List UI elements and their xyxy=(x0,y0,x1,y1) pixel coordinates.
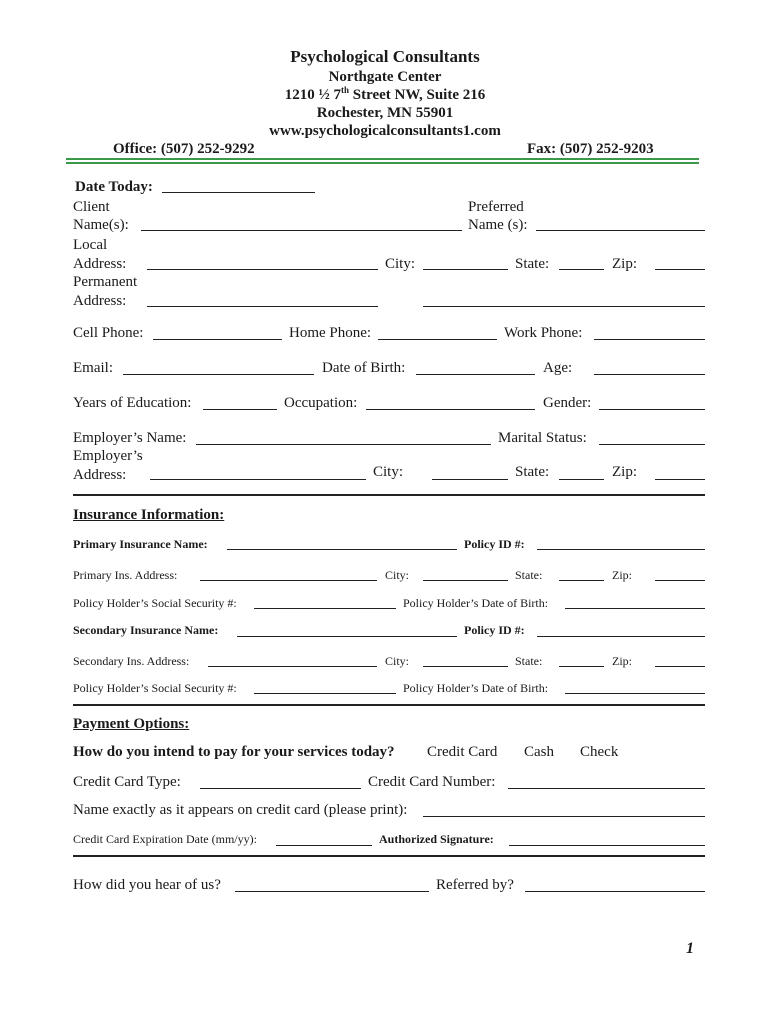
secondary-holder-ssn-label: Policy Holder’s Social Security #: xyxy=(73,681,237,695)
secondary-holder-dob-label: Policy Holder’s Date of Birth: xyxy=(403,681,549,695)
secondary-address-label: Secondary Ins. Address: xyxy=(73,654,190,668)
primary-policy-id-label: Policy ID #: xyxy=(464,537,525,551)
payment-question: How do you intend to pay for your services today? xyxy=(73,744,395,760)
secondary-policy-id-field[interactable] xyxy=(537,636,705,637)
work-phone-label: Work Phone: xyxy=(504,325,583,341)
permanent-address-field-2[interactable] xyxy=(423,306,705,307)
expiration-field[interactable] xyxy=(276,845,372,846)
cell-phone-label: Cell Phone: xyxy=(73,325,144,341)
occupation-field[interactable] xyxy=(366,409,535,410)
employer-state-label: State: xyxy=(515,464,550,480)
hear-about-label: How did you hear of us? xyxy=(73,877,221,893)
referred-by-label: Referred by? xyxy=(436,877,514,893)
primary-zip-label: Zip: xyxy=(612,568,632,582)
secondary-city-label: City: xyxy=(385,654,410,668)
secondary-insurance-name-label: Secondary Insurance Name: xyxy=(73,623,219,637)
employer-address-field[interactable] xyxy=(150,479,366,480)
option-credit-card[interactable]: Credit Card xyxy=(427,744,498,760)
client-name-label-1: Client xyxy=(73,199,110,215)
preferred-name-label-2: Name (s): xyxy=(468,217,528,233)
page-number: 1 xyxy=(686,940,694,957)
local-address-label-1: Local xyxy=(73,237,108,253)
primary-city-field[interactable] xyxy=(423,580,508,581)
secondary-address-field[interactable] xyxy=(208,666,377,667)
email-label: Email: xyxy=(73,360,113,376)
gender-label: Gender: xyxy=(543,395,592,411)
local-city-label: City: xyxy=(385,256,416,272)
referred-by-field[interactable] xyxy=(525,891,705,892)
primary-holder-ssn-label: Policy Holder’s Social Security #: xyxy=(73,596,237,610)
local-city-field[interactable] xyxy=(423,269,508,270)
age-field[interactable] xyxy=(594,374,705,375)
street-suffix: th xyxy=(340,85,349,95)
card-type-field[interactable] xyxy=(200,788,361,789)
local-state-field[interactable] xyxy=(559,269,604,270)
secondary-holder-ssn-field[interactable] xyxy=(254,693,396,694)
preferred-name-label-1: Preferred xyxy=(468,199,524,215)
street-address xyxy=(0,87,770,104)
street-number: 1210 ½ 7 xyxy=(284,87,341,103)
employer-name-field[interactable] xyxy=(196,444,491,445)
card-number-field[interactable] xyxy=(508,788,705,789)
local-address-field[interactable] xyxy=(147,269,378,270)
primary-policy-id-field[interactable] xyxy=(537,549,705,550)
name-on-card-field[interactable] xyxy=(423,816,705,817)
employer-address-label-1: Employer’s xyxy=(73,448,143,464)
primary-holder-ssn-field[interactable] xyxy=(254,608,396,609)
local-zip-label: Zip: xyxy=(612,256,637,272)
name-on-card-label: Name exactly as it appears on credit card (please print): xyxy=(73,802,408,818)
local-address-label-2: Address: xyxy=(73,256,127,272)
employer-city-field[interactable] xyxy=(432,479,508,480)
primary-state-field[interactable] xyxy=(559,580,604,581)
employer-name-label: Employer’s Name: xyxy=(73,430,187,446)
card-number-label: Credit Card Number: xyxy=(368,774,496,790)
signature-label: Authorized Signature: xyxy=(379,832,494,846)
primary-holder-dob-label: Policy Holder’s Date of Birth: xyxy=(403,596,549,610)
occupation-label: Occupation: xyxy=(284,395,358,411)
secondary-holder-dob-field[interactable] xyxy=(565,693,705,694)
employer-zip-field[interactable] xyxy=(655,479,705,480)
section-divider xyxy=(73,704,705,706)
section-divider xyxy=(73,494,705,496)
office-phone: Office: (507) 252-9292 xyxy=(113,141,255,157)
cell-phone-field[interactable] xyxy=(153,339,282,340)
permanent-address-field[interactable] xyxy=(147,306,378,307)
primary-address-label: Primary Ins. Address: xyxy=(73,568,178,582)
expiration-label: Credit Card Expiration Date (mm/yy): xyxy=(73,832,257,846)
secondary-policy-id-label: Policy ID #: xyxy=(464,623,525,637)
marital-status-label: Marital Status: xyxy=(498,430,587,446)
education-label: Years of Education: xyxy=(73,395,192,411)
home-phone-label: Home Phone: xyxy=(289,325,372,341)
gender-field[interactable] xyxy=(599,409,705,410)
card-type-label: Credit Card Type: xyxy=(73,774,181,790)
permanent-address-label-1: Permanent xyxy=(73,274,138,290)
street-rest: Street NW, Suite 216 xyxy=(349,87,486,103)
client-name-label-2: Name(s): xyxy=(73,217,129,233)
section-divider xyxy=(73,855,705,857)
primary-insurance-name-label: Primary Insurance Name: xyxy=(73,537,208,551)
employer-state-field[interactable] xyxy=(559,479,604,480)
preferred-name-field[interactable] xyxy=(536,230,705,231)
secondary-zip-label: Zip: xyxy=(612,654,632,668)
dob-label: Date of Birth: xyxy=(322,360,406,376)
date-today-label: Date Today: xyxy=(75,179,153,195)
marital-status-field[interactable] xyxy=(599,444,705,445)
org-name: Psychological Consultants xyxy=(290,47,480,66)
secondary-city-field[interactable] xyxy=(423,666,508,667)
website: www.psychologicalconsultants1.com xyxy=(269,123,501,139)
payment-heading: Payment Options: xyxy=(73,716,190,732)
client-name-field[interactable] xyxy=(141,230,462,231)
education-field[interactable] xyxy=(203,409,277,410)
secondary-zip-field[interactable] xyxy=(655,666,705,667)
local-zip-field[interactable] xyxy=(655,269,705,270)
permanent-address-label-2: Address: xyxy=(73,293,127,309)
option-cash[interactable]: Cash xyxy=(524,744,554,760)
secondary-state-field[interactable] xyxy=(559,666,604,667)
insurance-heading: Insurance Information: xyxy=(73,507,225,523)
primary-insurance-name-field[interactable] xyxy=(227,549,457,550)
fax-number: Fax: (507) 252-9203 xyxy=(527,141,654,157)
signature-field[interactable] xyxy=(509,845,705,846)
age-label: Age: xyxy=(543,360,573,376)
option-check[interactable]: Check xyxy=(580,744,619,760)
primary-address-field[interactable] xyxy=(200,580,377,581)
employer-address-label-2: Address: xyxy=(73,467,127,483)
primary-zip-field[interactable] xyxy=(655,580,705,581)
email-field[interactable] xyxy=(123,374,314,375)
hear-about-field[interactable] xyxy=(235,891,429,892)
work-phone-field[interactable] xyxy=(594,339,705,340)
secondary-insurance-name-field[interactable] xyxy=(237,636,457,637)
header-divider-bottom xyxy=(66,162,699,164)
primary-city-label: City: xyxy=(385,568,410,582)
home-phone-field[interactable] xyxy=(378,339,497,340)
dob-field[interactable] xyxy=(416,374,535,375)
employer-zip-label: Zip: xyxy=(612,464,637,480)
date-today-field[interactable] xyxy=(162,192,315,193)
header-divider-top xyxy=(66,158,699,160)
local-state-label: State: xyxy=(515,256,550,272)
center-name: Northgate Center xyxy=(328,69,442,85)
employer-city-label: City: xyxy=(373,464,404,480)
primary-holder-dob-field[interactable] xyxy=(565,608,705,609)
city-line: Rochester, MN 55901 xyxy=(316,105,454,121)
secondary-state-label: State: xyxy=(515,654,543,668)
primary-state-label: State: xyxy=(515,568,543,582)
